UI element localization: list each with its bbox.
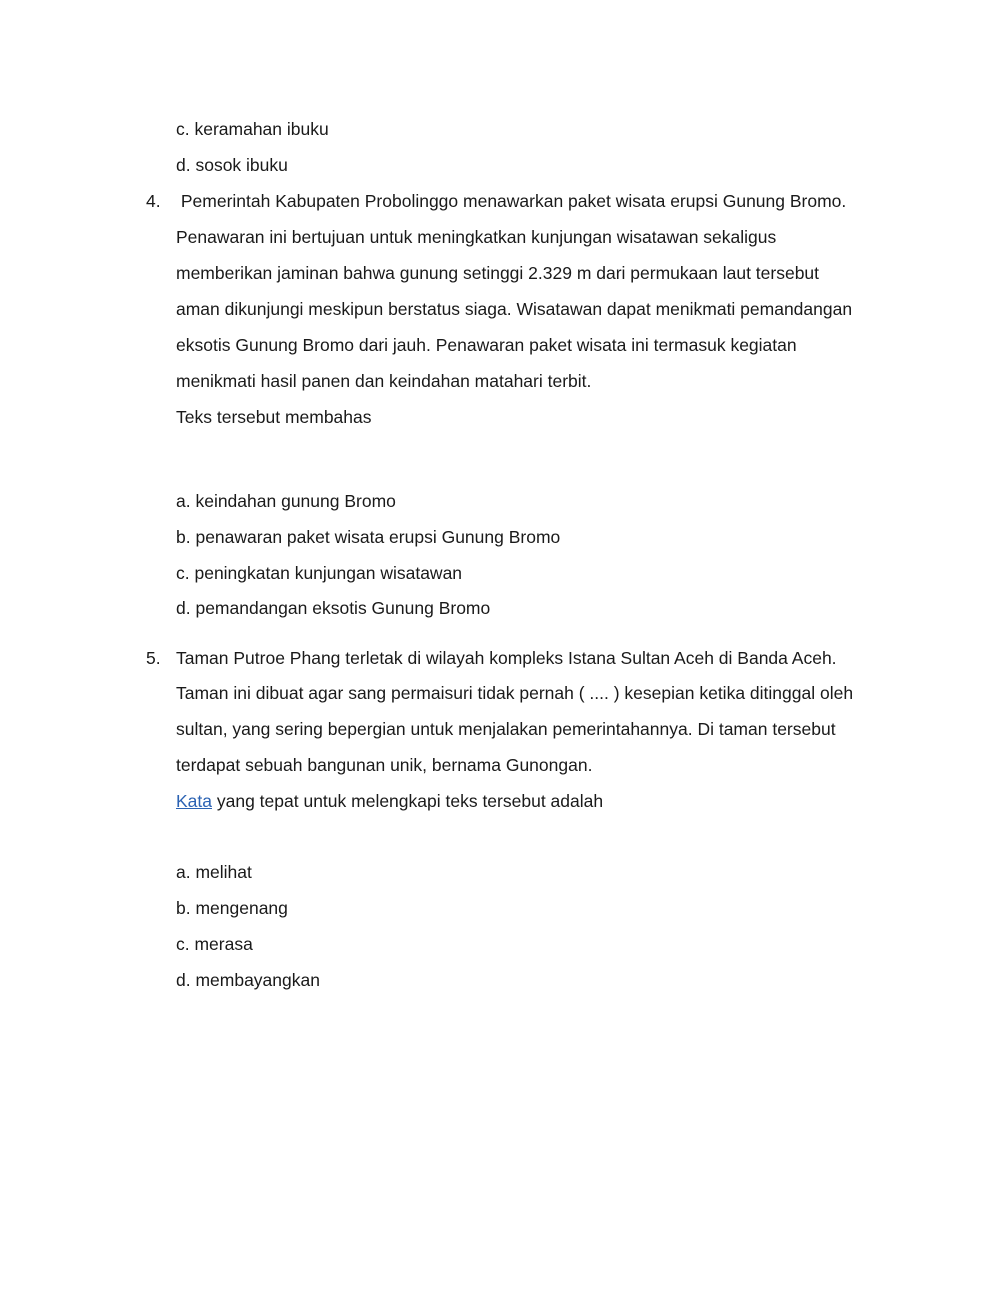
- q4-option-c: c. peningkatan kunjungan wisatawan: [176, 563, 463, 583]
- q4-option-a: a. keindahan gunung Bromo: [176, 491, 396, 511]
- q5-text-line-1: Taman Putroe Phang terletak di wilayah kompleks Istana Sultan Aceh di Banda Aceh.: [176, 648, 837, 668]
- q5-option-d: d. membayangkan: [176, 970, 320, 990]
- q5-prompt-text: yang tepat untuk melengkapi teks tersebut adalah: [212, 791, 604, 811]
- q4-option-d: d. pemandangan eksotis Gunung Bromo: [176, 598, 491, 618]
- q5-number: 5.: [146, 648, 161, 668]
- q4-text-line-5: eksotis Gunung Bromo dari jauh. Penawaran paket wisata ini termasuk kegiatan: [176, 335, 797, 355]
- q5-option-a: a. melihat: [176, 862, 252, 882]
- q4-prompt: Teks tersebut membahas: [176, 407, 372, 427]
- q4-text-line-6: menikmati hasil panen dan keindahan matahari terbit.: [176, 371, 592, 391]
- q3-option-c: c. keramahan ibuku: [176, 119, 329, 139]
- q4-text-line-1: Pemerintah Kabupaten Probolinggo menawarkan paket wisata erupsi Gunung Bromo.: [176, 191, 847, 211]
- kata-link[interactable]: Kata: [176, 791, 212, 811]
- q5-text-line-3: sultan, yang sering bepergian untuk menjalakan pemerintahannya. Di taman tersebut: [176, 719, 836, 739]
- q5-prompt: [176, 790, 603, 812]
- q4-option-b: b. penawaran paket wisata erupsi Gunung Bromo: [176, 527, 561, 547]
- q5-option-c: c. merasa: [176, 934, 253, 954]
- q5-option-b: b. mengenang: [176, 898, 288, 918]
- q4-text-line-3: memberikan jaminan bahwa gunung setinggi 2.329 m dari permukaan laut tersebut: [176, 263, 820, 283]
- q4-text-line-2: Penawaran ini bertujuan untuk meningkatkan kunjungan wisatawan sekaligus: [176, 227, 777, 247]
- q3-option-d: d. sosok ibuku: [176, 155, 288, 175]
- q4-number: 4.: [146, 191, 161, 211]
- q5-text-line-4: terdapat sebuah bangunan unik, bernama Gunongan.: [176, 755, 593, 775]
- q4-text-line-4: aman dikunjungi meskipun berstatus siaga. Wisatawan dapat menikmati pemandangan: [176, 299, 853, 319]
- q5-text-line-2: Taman ini dibuat agar sang permaisuri tidak pernah ( .... ) kesepian ketika ditinggal oleh: [176, 683, 854, 703]
